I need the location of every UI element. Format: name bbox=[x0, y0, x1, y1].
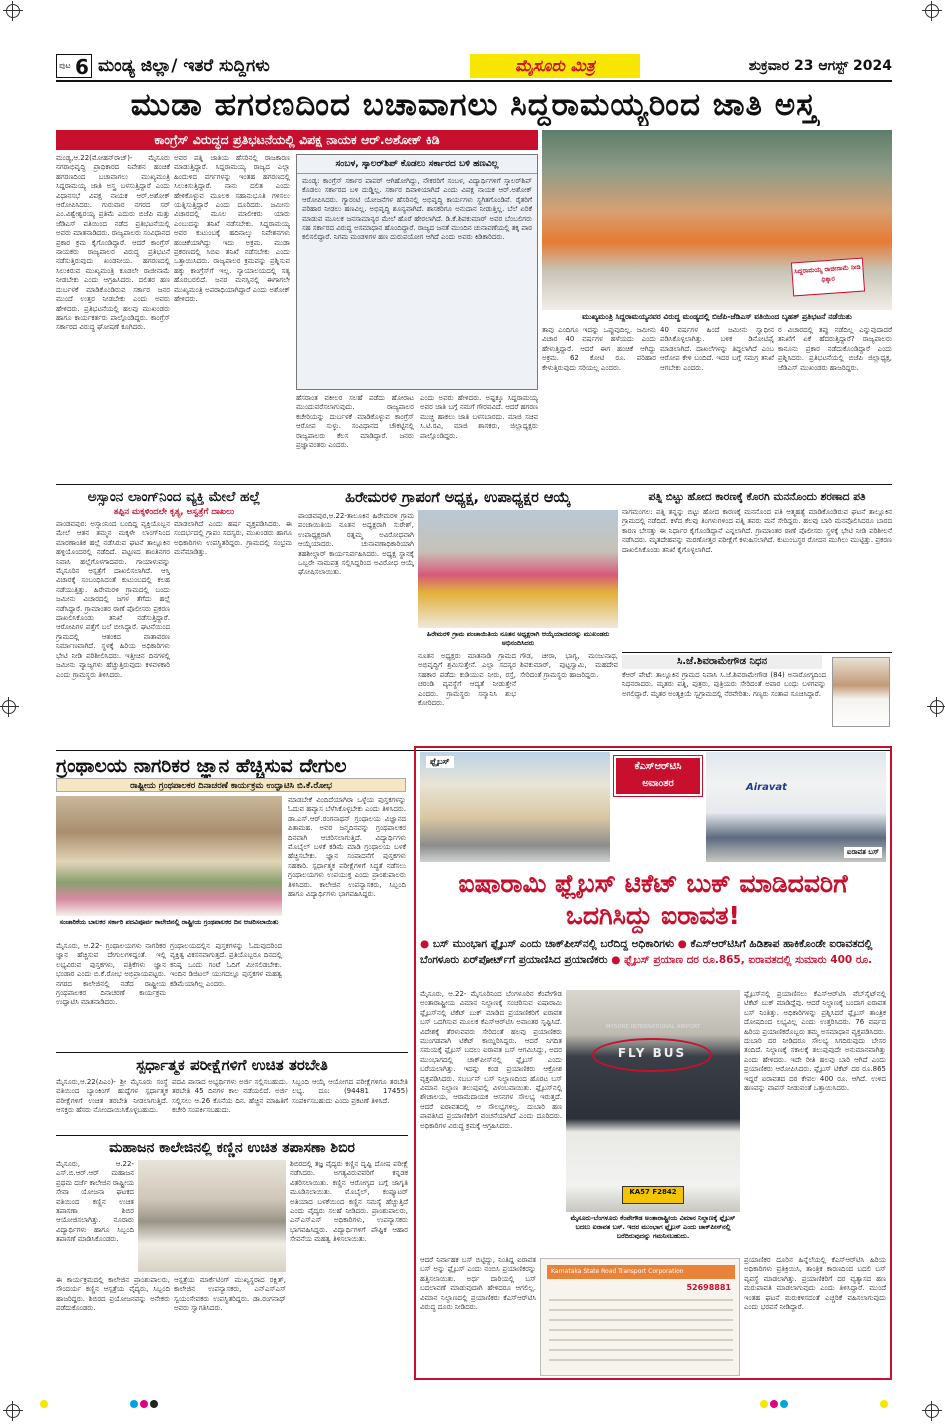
airavat-label: ಐರಾವತ ಬಸ್ bbox=[844, 847, 882, 858]
masthead: ಮೈಸೂರು ಮಿತ್ರ bbox=[470, 54, 640, 78]
exam-text-col1: ಮೈಸೂರು,ಆ.22(ಪಿಎಂ)- ಶ್ರೀ ಮೈಸೂರು ಸಂಸ್ಥೆ ವತಿಯಿಂದ ಬ್ಯಾಂಕಿಂಗ್ ಹುದ್ದೆಗಳ ಸ್ಪರ್ಧಾತ್ಮಕ ಪರೀಕ್ಷೆಗಳಿಗೆ ಉಚಿತ ತರಬೇತಿ ನೀಡಲಾಗುತ್ತಿದೆ. ಆಸಕ್ತರು ಹೆಸರು ನೋಂದಾಯಿಸಿಕೊಳ್ಳಬಹುದು. bbox=[56, 1078, 168, 1115]
assault-subhead: ತಪ್ಪಿನ ಮಕ್ಕಳಿಂದಲೇ ಕೃತ್ಯ, ಅಸ್ವತ್ರೆಗೆ ದಾಖಲು bbox=[113, 507, 235, 517]
color-dot bbox=[130, 1400, 138, 1408]
ticket-header: Karnataka State Road Transport Corporation bbox=[547, 1265, 735, 1279]
windshield-top-text: MYSORE INTERNATIONAL AIRPORT bbox=[605, 1024, 701, 1030]
ksrtc-bullet-1: ಬಸ್ ಮುಂಭಾಗ ಫ್ಲೈಬಸ್ ಎಂದು ಚಾಕ್‌ಪೀಸ್‌ನಲ್ಲಿ ಬರೆದಿದ್ದ ಅಧಿಕಾರಿಗಳು bbox=[432, 938, 674, 950]
assault-text-col2: ಮಾಡಲಾಗಿದೆ ಎಂದು ಹರ್ಷ ವ್ಯಕ್ತಪಡಿಸಿದರು. ಈ ಸಂದರ್ಭದಲ್ಲಿ ಗ್ರಾಪಂ ಸದಸ್ಯರು, ಮುಖಂಡರು ಹಾಗೂ ಅಧಿಕಾರಿಗಳು ಉಪಸ್ಥಿತರಿದ್ದರು. ಗ್ರಾಮದಲ್ಲಿ ಸಂಭ್ರಮ ಮನೆಮಾಡಿತ್ತು. bbox=[174, 520, 292, 557]
eye-camp-photo bbox=[138, 1160, 286, 1272]
protest-photo bbox=[542, 130, 892, 310]
library-text-col2: ಗ್ರಂಥಾಲಯದಲ್ಲಿನ ಪುಸ್ತಕಗಳನ್ನು ಓದುವುದರಿಂದ ವ್ಯಕ್ತಿತ್ವ ವಿಕಸನವಾಗುತ್ತದೆ. ಪ್ರತಿಯೊಬ್ಬರೂ ದಿನದಲ್ಲಿ ಕನಿಷ್ಠ ಒಂದು ಗಂಟೆ ಓದಿಗೆ ಮೀಸಲಿಡಬೇಕು. ಇಂದಿನ ಡಿಜಿಟಲ್ ಯುಗದಲ್ಲೂ ಪುಸ್ತಕಗಳ ಮಹತ್ವ ಕಡಿಮೆಯಾಗಿಲ್ಲ ಎಂದರು. bbox=[170, 942, 282, 988]
ksrtc-badge-line1: ಕೆಎಸ್‌ಆರ್‌ಟಿಸಿ bbox=[634, 761, 682, 772]
eye-camp-text-col1b: ಈ ಕಾರ್ಯಕ್ರಮದಲ್ಲಿ ಕಾಲೇಜಿನ ಪ್ರಾಂಶುಪಾಲರು, ಸೌಂದರ್ಯ ಕಣ್ಣಿನ ಆಸ್ಪತ್ರೆಯ ವೈದ್ಯರು, ಸಿಬ್ಬಂದಿ ಹಾಜರಿದ್ದರು. ಶಿಬಿರದ ಪ್ರಯೋಜನವನ್ನು ಅನೇಕರು ಪಡೆದುಕೊಂಡರು. bbox=[56, 1276, 170, 1313]
ksrtc-badge-line2: ಅವಾಂತರ bbox=[642, 778, 674, 789]
lead-column-7: ರ ವಿಚಾರದಲ್ಲಿ ತಪ್ಪು ನಡೆದಿಲ್ಲ ಎನ್ನುವುದಾದರೆ ತನಿಖೆಗೆ ಏಕೆ ಹೆದರುತ್ತಿದ್ದಾರೆ? ರಾಜ್ಯಪಾಲರು ಕಾನೂನು ಪ್ರಕಾರ ನಡೆದುಕೊಂಡಿದ್ದಾರೆ ಎಂದು ಪ್ರಶ್ನಿಸಿದರು. ಪ್ರತಿಭಟನೆಯಲ್ಲಿ ಬಿಜೆಪಿ ಜಿಲ್ಲಾಧ್ಯಕ್ಷ, ಜೆಡಿಎಸ್ ಮುಖಂಡರು ಹಾಜರಿದ್ದರು. bbox=[778, 326, 892, 372]
salary-box bbox=[296, 154, 538, 390]
color-dot bbox=[760, 1400, 768, 1408]
exam-text-col2: ಪದವಿ ಪಾಸಾದ ಅಭ್ಯರ್ಥಿಗಳು ಅರ್ಜಿ ಸಲ್ಲಿಸಬಹುದು. ತರಬೇತಿ 45 ದಿನಗಳ ಕಾಲ ನಡೆಯಲಿದೆ. ಅರ್ಜಿ ಸಲ್ಲಿಸಲು ಆ.26 ಕೊನೆಯ ದಿನ. ಹೆಚ್ಚಿನ ಮಾಹಿತಿಗೆ ಕಚೇರಿ ಸಂಪರ್ಕಿಸಬಹುದು. bbox=[172, 1078, 288, 1115]
obituary bbox=[622, 652, 892, 746]
obituary-headline: ಸಿ.ಜೆ.ಶಿವರಾಮೇಗೌಡ ನಿಧನ bbox=[622, 655, 822, 669]
page-number: 6 bbox=[75, 55, 89, 79]
color-dot bbox=[140, 1400, 148, 1408]
ksrtc-bullet-3: ಫ್ಲೈಬಸ್ ಪ್ರಯಾಣ ದರ ರೂ.865, ಐರಾವತದಲ್ಲಿ ಸುಮಾರು 400 ರೂ. bbox=[624, 954, 873, 966]
ksrtc-bullets: ● ಬಸ್ ಮುಂಭಾಗ ಫ್ಲೈಬಸ್ ಎಂದು ಚಾಕ್‌ಪೀಸ್‌ನಲ್ಲಿ ಬರೆದಿದ್ದ ಅಧಿಕಾರಿಗಳು ● ಕೆಎಸ್‌ಆರ್‌ಟಿಸಿಗೆ ಹಿಡಿಶಾಪ ಹಾಕಿಕೊಂಡೇ ಐರಾವತದಲ್ಲಿ ಬೆಂಗಳೂರು ಏರ್‌ಪೋರ್ಟ್‌ಗೆ ಪ್ರಯಾಣಿಸಿದ ಪ್ರಯಾಣಿಕರು ● ಫ್ಲೈಬಸ್ ಪ್ರಯಾಣ ದರ ರೂ.865, ಐರಾವತದಲ್ಲಿ ಸುಮಾರು 400 ರೂ. bbox=[420, 938, 873, 966]
lead-column-6: 40 ವರ್ಷಗಳ ಹಿಂದೆ ಜಮೀನು ಸ್ವಾಧೀನ ಪಡಿಸಿಕೊಳ್ಳಲಾಗಿತ್ತು. ಬಳಿಕ ಡಿನೋಟಿಫೈ ಮಾಡಲಾಗಿದೆ. ದಾಖಲೆಗಳನ್ನು ತಿದ್ದಲಾಗಿದೆ ಎಂಬ ಆರೋಪ ಕೇಳಿ ಬಂದಿದೆ. ಇದರ ಬಗ್ಗೆ ಸಮಗ್ರ ತನಿಖೆ ಆಗಬೇಕು ಎಂದರು. bbox=[660, 326, 774, 372]
panchayat-photo-caption: ಹಿರೇಮರಳಿ ಗ್ರಾಮ ಪಂಚಾಯಿತಿಯ ನೂತನ ಅಧ್ಯಕ್ಷರಾಗಿ ಆಯ್ಕೆಯಾದವರನ್ನು ಮುಖಂಡರು ಅಭಿನಂದಿಸಿದರು bbox=[426, 630, 610, 647]
salary-box-title: ಸಂಬಳ, ಸ್ಕಾಲರ್‌ಶಿಪ್ ಕೊಡಲು ಸರ್ಕಾರದ ಬಳಿ ಹಣವಿಲ್ಲ bbox=[297, 155, 537, 174]
protest-photo-caption: ಮುಖ್ಯಮಂತ್ರಿ ಸಿದ್ದರಾಮಯ್ಯನವರ ವಿರುದ್ಧ ಮಂಡ್ಯದಲ್ಲಿ ಬಿಜೆಪಿ-ಜೆಡಿಎಸ್ ವತಿಯಿಂದ ಬೃಹತ್ ಪ್ರತಿಭಟನೆ ನಡೆಯಿತು bbox=[582, 312, 852, 321]
ksrtc-text-bottom-right: ಪ್ರಯಾಣಿಕರ ದೂರಿನ ಹಿನ್ನೆಲೆಯಲ್ಲಿ ಕೆಎಸ್‌ಆರ್‌ಟಿಸಿ ಹಿರಿಯ ಅಧಿಕಾರಿಗಳು ಪ್ರತಿಕ್ರಿಯಿಸಿ, ತಾಂತ್ರಿಕ ಕಾರಣದಿಂದ ಬದಲಿ ಬಸ್ ವ್ಯವಸ್ಥೆ ಮಾಡಲಾಗಿತ್ತು. ಪ್ರಯಾಣಿಕರಿಗೆ ದರ ವ್ಯತ್ಯಾಸದ ಹಣ ಮರುಪಾವತಿ ಮಾಡಲಾಗುವುದು ಎಂದು ತಿಳಿಸಿದ್ದಾರೆ. ಮುಂದೆ ಇಂತಹ ಘಟನೆ ಮರುಕಳಿಸದಂತೆ ಎಚ್ಚರಿಕೆ ವಹಿಸಲಾಗುವುದು ಎಂದು ಭರವಸೆ ನೀಡಿದ್ದಾರೆ. bbox=[744, 1256, 886, 1312]
registration-mark-icon bbox=[6, 4, 20, 18]
color-dot bbox=[780, 1400, 788, 1408]
obituary-text: ಕೆಆರ್ ಪೇಟೆ: ತಾಲ್ಲೂಕಿನ ಗ್ರಾಮದ ನಿವಾಸಿ ಸಿ.ಜೆ.ಶಿವರಾಮೇಗೌಡ (84) ಅನಾರೋಗ್ಯದಿಂದ ನಿಧನರಾದರು. ಮೃತರು ಪತ್ನಿ, ಪುತ್ರರು, ಪುತ್ರಿಯರು ಸೇರಿದಂತೆ ಅಪಾರ ಬಂಧು ಬಳಗವನ್ನು ಅಗಲಿದ್ದಾರೆ. ಮೃತರ ಅಂತ್ಯಕ್ರಿಯೆ ಸ್ವಗ್ರಾಮದಲ್ಲಿ ನೆರವೇರಿತು. ಗಣ್ಯರು ಸಂತಾಪ ಸೂಚಿಸಿದ್ದಾರೆ. bbox=[622, 671, 826, 698]
lead-column-1: ಮಂಡ್ಯ,ಆ.22(ಮೋಹನ್‌ರಾಜ್)- ಮೈಸೂರು ನಗರಾಭಿವೃದ್ಧಿ ಪ್ರಾಧಿಕಾರದ ನಿವೇಶನ ಹಂಚಿಕೆ ಹಗರಣದಿಂದ ಬಚಾವಾಗಲು ಮುಖ್ಯಮಂತ್ರಿ ಸಿದ್ದರಾಮಯ್ಯ ಜಾತಿ ಅಸ್ತ್ರ ಬಳಸುತ್ತಿದ್ದಾರೆ ಎಂದು ವಿಧಾನಸಭೆ ವಿಪಕ್ಷ ನಾಯಕ ಆರ್.ಅಶೋಕ್ ಆರೋಪಿಸಿದರು. ಗುರುವಾರ ನಗರದ ಸರ್ ಎಂ.ವಿಶ್ವೇಶ್ವರಯ್ಯ ಪ್ರತಿಮೆ ಎದುರು ಬಿಜೆಪಿ ಮತ್ತು ಜೆಡಿಎಸ್ ವತಿಯಿಂದ ನಡೆದ ಪ್ರತಿಭಟನೆಯಲ್ಲಿ ಅವರು ಮಾತನಾಡಿದರು. ರಾಜ್ಯಪಾಲರು ಸಂವಿಧಾನದ ಪ್ರಕಾರ ಕ್ರಮ ಕೈಗೊಂಡಿದ್ದಾರೆ. ಆದರೆ ಕಾಂಗ್ರೆಸ್ ನಾಯಕರು ರಾಜ್ಯಪಾಲರ ವಿರುದ್ಧ ಪ್ರತಿಭಟನೆ ನಡೆಸುತ್ತಿರುವುದು ಖಂಡನೀಯ. ಹಗರಣದಲ್ಲಿ ಸಿಲುಕಿರುವ ಮುಖ್ಯಮಂತ್ರಿ ಕೂಡಲೇ ರಾಜೀನಾಮೆ ನೀಡಬೇಕು ಎಂದು ಆಗ್ರಹಿಸಿದರು. ದಲಿತರ ಹಣ ದುರ್ಬಳಕೆ ಮಾಡಿಕೊಂಡಿರುವ ಸರ್ಕಾರ ಜನರ ಮುಂದೆ ಉತ್ತರ ನೀಡಬೇಕು ಎಂದು ಅವರು ಹೇಳಿದರು. ಪ್ರತಿಭಟನೆಯಲ್ಲಿ ಹಲವು ಮುಖಂಡರು ಹಾಗೂ ಕಾರ್ಯಕರ್ತರು ಪಾಲ್ಗೊಂಡಿದ್ದರು. ಕಾಂಗ್ರೆಸ್ ಸರ್ಕಾರದ ವಿರುದ್ಧ ಘೋಷಣೆ ಕೂಗಿದರು. bbox=[56, 154, 170, 332]
ksrtc-text-bottom-left: ಆದರೆ ನಿರ್ವಾಹಕ ಬಸ್ ಬಿಟ್ಟಿದ್ದು, ನಿಂತಿದ್ದ ಐರಾವತ ಬಸ್ ಅನ್ನು ಫ್ಲೈಬಸ್ ಎಂದು ನಂಬಿಸಿ ಪ್ರಯಾಣಿಕರನ್ನು ಹತ್ತಿಸಲಾಯಿತು. ಅರ್ಧ ದಾರಿಯಲ್ಲಿ ಬಸ್ ಬದಲಾವಣೆ ಮಾಡುವುದಾಗಿ ಹೇಳಿದರೂ ಆಗಲಿಲ್ಲ. ವಿಮಾನ ನಿಲ್ದಾಣದಲ್ಲಿ ಪ್ರಯಾಣಿಕರು ಕೆಎಸ್‌ಆರ್‌ಟಿಸಿ ವಿರುದ್ಧ ದೂರು ನೀಡಿದರು. bbox=[420, 1256, 536, 1312]
lead-column-4: ಎಂದು ಅವರು ಹೇಳಿದರು. ಅಷ್ಟಕ್ಕೂ ಸಿದ್ದರಾಮಯ್ಯ ಅವರ ಜಾತಿ ಬಗ್ಗೆ ನಮಗೆ ಗೌರವವಿದೆ. ಆದರೆ ಹಗರಣ ಮುಚ್ಚಿ ಹಾಕಲು ಜಾತಿ ಬಳಸಬಾರದು. ಮಾಜಿ ಸಚಿವ ಸಿ.ಟಿ.ರವಿ, ಮಾಜಿ ಶಾಸಕರು, ಜಿಲ್ಲಾಧ್ಯಕ್ಷರು ಪಾಲ್ಗೊಂಡಿದ್ದರು. bbox=[420, 394, 538, 440]
ksrtc-bullet-2: ಕೆಎಸ್‌ಆರ್‌ಟಿಸಿಗೆ ಹಿಡಿಶಾಪ ಹಾಕಿಕೊಂಡೇ ಐರಾವತದಲ್ಲಿ ಬೆಂಗಳೂರು ಏರ್‌ಪೋರ್ಟ್‌ಗೆ ಪ್ರಯಾಣಿಸಿದ ಪ್ರಯಾಣಿಕರು bbox=[420, 938, 873, 966]
eye-camp-text-col3: ಶಿಬಿರದಲ್ಲಿ ತಜ್ಞ ವೈದ್ಯರು ಕಣ್ಣಿನ ದೃಷ್ಟಿ ದೋಷ ಪರೀಕ್ಷೆ ನಡೆಸಿದರು. ಅಗತ್ಯವಿರುವವರಿಗೆ ಕನ್ನಡಕ ವಿತರಿಸಲಾಯಿತು. ಕಣ್ಣಿನ ಆರೋಗ್ಯದ ಬಗ್ಗೆ ಜಾಗೃತಿ ಮೂಡಿಸಲಾಯಿತು. ಮೊಬೈಲ್, ಕಂಪ್ಯೂಟರ್ ಅತಿಯಾದ ಬಳಕೆಯಿಂದ ಕಣ್ಣಿನ ಸಮಸ್ಯೆ ಹೆಚ್ಚುತ್ತಿದೆ ಎಂದು ವೈದ್ಯರು ಸಲಹೆ ನೀಡಿದರು. ಪ್ರಾಂಶುಪಾಲರು, ಎನ್‌ಎಸ್‌ಎಸ್ ಅಧಿಕಾರಿಗಳು, ಉಪನ್ಯಾಸಕರು ಭಾಗವಹಿಸಿದ್ದರು. ವಿದ್ಯಾರ್ಥಿಗಳಿಗೆ ಪೌಷ್ಟಿಕ ಆಹಾರ ಸೇವನೆಯ ಮಹತ್ವ ತಿಳಿಸಲಾಯಿತು. bbox=[290, 1160, 408, 1244]
registration-mark-icon bbox=[925, 4, 939, 18]
lead-headline: ಮುಡಾ ಹಗರಣದಿಂದ ಬಚಾವಾಗಲು ಸಿದ್ದರಾಮಯ್ಯರಿಂದ ಜಾತಿ ಅಸ್ತ್ರ bbox=[130, 87, 818, 123]
airavat-photo bbox=[706, 752, 886, 862]
exam-training-headline: ಸ್ಪರ್ಧಾತ್ಮಕ ಪರೀಕ್ಷೆಗಳಿಗೆ ಉಚಿತ ತರಬೇತಿ bbox=[136, 1056, 328, 1074]
lead-column-2: ಅವರ ಪತ್ನಿ ಜಾತಿಯ ಹೆಸರಿನಲ್ಲಿ ರಾಜಕಾರಣ ಮಾಡುತ್ತಿದ್ದಾರೆ. ಸಿದ್ದರಾಮಯ್ಯ ರಾಜ್ಯದ ಎಲ್ಲಾ ಹಿಂದುಳಿದ ವರ್ಗಗಳನ್ನು ಇಂತಹ ಹಗರಣದಲ್ಲಿ ಸಿಲುಕಿಸುತ್ತಿದ್ದಾರೆ. ನಾನು ದಲಿತ ಎಂದು ಹೇಳಿಕೊಳ್ಳುವ ಮೂಲಕ ಸಹಾನುಭೂತಿ ಗಳಿಸಲು ಯತ್ನಿಸುತ್ತಿದ್ದಾರೆ ಎಂದು ದೂರಿದರು. ಜಮೀನು ವಿಚಾರದಲ್ಲಿ ಮೂಲ ಮಾಲೀಕರು ಯಾರು ಎಂಬುದನ್ನು ತನಿಖೆ ನಡೆಸಬೇಕು. ಸಿದ್ದರಾಮಯ್ಯ ಅವರ ಕುಟುಂಬಕ್ಕೆ ಹದಿನಾಲ್ಕು ನಿವೇಶನಗಳು ಹಂಚಿಕೆಯಾಗಿದ್ದು ಇದು ಅಕ್ರಮ. ಮುಡಾ ಪ್ರಕರಣದಲ್ಲಿ ಸಿಬಿಐ ತನಿಖೆ ನಡೆಸಬೇಕು ಎಂದು ಒತ್ತಾಯಿಸಿದರು. ರಾಜ್ಯಪಾಲರ ಕ್ರಮವನ್ನು ಪ್ರಶ್ನಿಸುವ ಹಕ್ಕು ಕಾಂಗ್ರೆಸ್‌ಗೆ ಇಲ್ಲ. ನ್ಯಾಯಾಲಯದಲ್ಲಿ ಸತ್ಯ ಹೊರಬರಲಿದೆ. ಜನರ ಮನಸ್ಸಿನಲ್ಲಿ ಈಗಾಗಲೇ ಮುಖ್ಯಮಂತ್ರಿ ಅಪರಾಧಿಯಾಗಿದ್ದಾರೆ ಎಂದು ಅಶೋಕ್ ಹೇಳಿದರು. bbox=[174, 154, 290, 304]
color-dot bbox=[770, 1400, 778, 1408]
ticket-image bbox=[540, 1258, 740, 1376]
library-text-col1: ಮೈಸೂರು, ಆ.22- ಗ್ರಂಥಾಲಯಗಳು ನಾಗರಿಕರ ಜ್ಞಾನ ಹೆಚ್ಚಿಸುವ ದೇಗುಲಗಳಿದ್ದಂತೆ. ಇಲ್ಲಿ ಲಭ್ಯವಿರುವ ಪುಸ್ತಕಗಳು, ಪತ್ರಿಕೆಗಳು ಜ್ಞಾನ ಭಂಡಾರ ಎಂದು ಬಿ.ಕೆ.ರೋಭ ಅಭಿಪ್ರಾಯಪಟ್ಟರು. ನಗರದ ಕಾಲೇಜಿನಲ್ಲಿ ನಡೆದ ರಾಷ್ಟ್ರೀಯ ಗ್ರಂಥಪಾಲಕರ ದಿನಾಚರಣೆ ಕಾರ್ಯಕ್ರಮ ಉದ್ಘಾಟಿಸಿ ಮಾತನಾಡಿದರು. bbox=[56, 942, 166, 1007]
library-photo bbox=[56, 796, 282, 916]
panchayat-photo bbox=[418, 510, 618, 628]
library-text-right: ಮಾಡಬೇಕೆ ವಿಂದಿದೆಯಾಗಿರಾ ಒಳ್ಳೆಯ ಪುಸ್ತಕಗಳನ್ನು ಓದುವ ಹವ್ಯಾಸ ಬೆಳೆಸಿಕೊಳ್ಳಬೇಕು ಎಂದು ತಿಳಿಸಿದರು. ಡಾ.ಎಸ್.ಆರ್.ರಂಗನಾಥನ್ ಗ್ರಂಥಾಲಯ ವಿಜ್ಞಾನದ ಪಿತಾಮಹ. ಅವರ ಜನ್ಮದಿನವನ್ನು ಗ್ರಂಥಪಾಲಕರ ದಿನವಾಗಿ ಆಚರಿಸಲಾಗುತ್ತಿದೆ. ವಿದ್ಯಾರ್ಥಿಗಳು ಮೊಬೈಲ್ ಬಳಕೆ ಕಡಿಮೆ ಮಾಡಿ ಗ್ರಂಥಾಲಯ ಬಳಕೆ ಹೆಚ್ಚಿಸಬೇಕು. ಜ್ಞಾನ ಸಂಪಾದನೆಗೆ ಪುಸ್ತಕಗಳು ಸಹಕಾರಿ. ಸ್ಪರ್ಧಾತ್ಮಕ ಪರೀಕ್ಷೆಗಳಿಗೆ ಸಿದ್ಧತೆ ನಡೆಸಲು ಗ್ರಂಥಾಲಯಗಳು ಉಪಯುಕ್ತ ಎಂದು ಪ್ರಾಂಶುಪಾಲರು ತಿಳಿಸಿದರು. ಕಾಲೇಜಿನ ಉಪನ್ಯಾಸಕರು, ಸಿಬ್ಬಂದಿ ಹಾಗೂ ವಿದ್ಯಾರ್ಥಿಗಳು ಭಾಗವಹಿಸಿದ್ದರು. bbox=[288, 796, 406, 899]
page-word: ಪುಟ bbox=[59, 61, 71, 70]
panchayat-text-col1: ಪಾಂಡವಪುರ,ಆ.22-ತಾಲೂಕಿನ ಹಿರೇಮರಳಿ ಗ್ರಾಮ ಪಂಚಾಯಿತಿಯ ನೂತನ ಅಧ್ಯಕ್ಷರಾಗಿ ಸುರೇಶ್, ಉಪಾಧ್ಯಕ್ಷರಾಗಿ ರತ್ನಮ್ಮ ಅವಿರೋಧವಾಗಿ ಆಯ್ಕೆಯಾದರು. ಚುನಾವಣಾಧಿಕಾರಿಯಾಗಿ ತಹಶೀಲ್ದಾರ್ ಕಾರ್ಯನಿರ್ವಹಿಸಿದರು. ಅಧ್ಯಕ್ಷ ಸ್ಥಾನಕ್ಕೆ ಒಬ್ಬರೇ ನಾಮಪತ್ರ ಸಲ್ಲಿಸಿದ್ದರಿಂದ ಅವಿರೋಧ ಆಯ್ಕೆ ಘೋಷಿಸಲಾಯಿತು. bbox=[298, 512, 414, 577]
page-number-box bbox=[56, 54, 92, 78]
salary-box-text: ಮಂಡ್ಯ: ಕಾಂಗ್ರೆಸ್ ಸರ್ಕಾರ ಪಾಪರ್ ಆಗಿಹೋಗಿದ್ದು, ನೌಕರರಿಗೆ ಸಂಬಳ, ವಿದ್ಯಾರ್ಥಿಗಳಿಗೆ ಸ್ಕಾಲರ್‌ಶಿಪ್ ಕೊಡಲು ಸರ್ಕಾರದ ಬಳಿ ದುಡ್ಡಿಲ್ಲ. ಸರ್ಕಾರ ದಿವಾಳಿಯಾಗಿದೆ ಎಂದು ವಿಪಕ್ಷ ನಾಯಕ ಆರ್.ಅಶೋಕ್ ಆರೋಪಿಸಿದರು. ಗ್ಯಾರಂಟಿ ಯೋಜನೆಗಳ ಹೆಸರಿನಲ್ಲಿ ಅಭಿವೃದ್ಧಿ ಕಾರ್ಯಗಳು ಸ್ಥಗಿತಗೊಂಡಿವೆ. ರೈತರಿಗೆ ಪರಿಹಾರ ನೀಡಲು ಹಣವಿಲ್ಲ. ಅಭಿವೃದ್ಧಿ ಶೂನ್ಯವಾಗಿದೆ. ಶಾಸಕರಿಗೂ ಅನುದಾನ ನೀಡುತ್ತಿಲ್ಲ. ಬೆಲೆ ಏರಿಕೆ ಮಾಡುವ ಮೂಲಕ ಜನಸಾಮಾನ್ಯರ ಮೇಲೆ ಹೊರೆ ಹೇರಲಾಗಿದೆ. ಡಿ.ಕೆ.ಶಿವಕುಮಾರ್ ಅವರ ಬೆಂಬಲಿಗರು ಸಹ ಸರ್ಕಾರದ ವಿರುದ್ಧ ಅಸಮಾಧಾನ ಹೊಂದಿದ್ದಾರೆ. ರಾಜ್ಯದ ಜನತೆ ಮುಂದಿನ ಚುನಾವಣೆಯಲ್ಲಿ ತಕ್ಕ ಪಾಠ ಕಲಿಸಲಿದ್ದಾರೆ. ನಿಗಮ ಮಂಡಳಿಗಳ ಹಣ ದುರುಪಯೋಗ ಆಗಿದೆ ಎಂದು ಅವರು ಕಿಡಿಕಾರಿದರು. bbox=[302, 177, 533, 242]
suicide-headline: ಪತ್ನಿ ಬಿಟ್ಟು ಹೋದ ಕಾರಣಕ್ಕೆ ಕೊರಗಿ ಮನನೊಂದು ಶರಣಾದ ಪತಿ bbox=[648, 491, 866, 503]
color-dot bbox=[150, 1400, 158, 1408]
ksrtc-headline: ಐಷಾರಾಮಿ ಫ್ಲೈಬಸ್ ಟಿಕೆಟ್ ಬುಕ್ ಮಾಡಿದವರಿಗೆ ಒದಗಿಸಿದ್ದು ಐರಾವತ! bbox=[458, 869, 848, 930]
eye-camp-headline: ಮಹಾಜನ ಕಾಲೇಜಿನಲ್ಲಿ ಕಣ್ಣಿನ ಉಚಿತ ತಪಾಸಣಾ ಶಿಬಿರ bbox=[109, 1140, 355, 1156]
color-dot bbox=[40, 1400, 48, 1408]
color-dot bbox=[880, 1400, 888, 1408]
registration-mark-icon bbox=[925, 1404, 939, 1418]
suicide-text: ನಾಗಮಂಗಲ: ಪತ್ನಿ ತನ್ನನ್ನು ಬಿಟ್ಟು ಹೋದ ಕಾರಣಕ್ಕೆ ಮನನೊಂದ ಪತಿ ಆತ್ಮಹತ್ಯೆ ಮಾಡಿಕೊಂಡಿರುವ ಘಟನೆ ತಾಲ್ಲೂಕಿನ ಗ್ರಾಮದಲ್ಲಿ ನಡೆದಿದೆ. ಕಳೆದ ಕೆಲವು ತಿಂಗಳುಗಳಿಂದ ಪತ್ನಿ ತವರು ಮನೆ ಸೇರಿದ್ದರು. ಹಲವು ಬಾರಿ ಮನವೊಲಿಸಿದರೂ ಬಾರದ ಕಾರಣ ಬೇಸತ್ತು ಈ ನಿರ್ಧಾರ ಕೈಗೊಂಡಿದ್ದಾನೆ ಎನ್ನಲಾಗಿದೆ. ಗ್ರಾಮಾಂತರ ಠಾಣೆ ಪೊಲೀಸರು ಸ್ಥಳಕ್ಕೆ ಭೇಟಿ ನೀಡಿ ಪರಿಶೀಲನೆ ನಡೆಸಿದರು. ಮೃತದೇಹವನ್ನು ಮರಣೋತ್ತರ ಪರೀಕ್ಷೆಗೆ ಕಳುಹಿಸಲಾಗಿದೆ. ಕುಟುಂಬಸ್ಥರ ರೋದನ ಮುಗಿಲು ಮುಟ್ಟಿತ್ತು. ಪ್ರಕರಣ ದಾಖಲಿಸಿಕೊಂಡು ತನಿಖೆ ಕೈಗೊಳ್ಳಲಾಗಿದೆ. bbox=[622, 508, 892, 554]
protest-placard: ಸಿದ್ದರಾಮಯ್ಯ ರಾಜೀನಾಮೆ ನೀಡಿ ಧಿಕ್ಕಾರ bbox=[791, 258, 865, 297]
eye-camp-text-col2: ಆಸ್ಪತ್ರೆಯ ಮಾರ್ಕೆಟಿಂಗ್ ಮುಖ್ಯಸ್ಥರಾದ ರಕ್ಷಿತ್, ಕಾಲೇಜಿನ ಉಪನ್ಯಾಸಕರು, ಎನ್‌ಎಸ್‌ಎಸ್ ಸ್ವಯಂಸೇವಕರು ಉಪಸ್ಥಿತರಿದ್ದರು. ಡಾ.ರಂಗನಾಥ್ ಅವರು ಸ್ವಾಗತಿಸಿದರು. bbox=[174, 1276, 286, 1313]
issue-date: ಶುಕ್ರವಾರ 23 ಆಗಸ್ಟ್ 2024 bbox=[748, 58, 892, 74]
airavat-bus-logo: Airavat bbox=[746, 782, 787, 793]
flybus-label: ಫ್ಲೈಬಸ್ bbox=[426, 756, 454, 768]
assault-headline: ಅಸ್ಸಾಂನ ಲಾಂಗ್‌ನಿಂದ ವ್ಯಕ್ತಿ ಮೇಲೆ ಹಲ್ಲೆ bbox=[87, 489, 261, 505]
section-title: ಮಂಡ್ಯ ಜಿಲ್ಲಾ/ ಇತರೆ ಸುದ್ದಿಗಳು bbox=[98, 56, 270, 76]
lead-column-5: ತಾವು ಎಂದಿಗೂ ಇದನ್ನು ಒಪ್ಪುವುದಿಲ್ಲ. ಜಮೀನು ವಿಚಾರ 40 ವರ್ಷಗಳ ಹಳೆಯದು ಎಂದು ಹೇಳುತ್ತಿದ್ದಾರೆ. ಆದರೆ ಈಗ ಹಂಚಿಕೆ ಆಗಿದ್ದು ಅಕ್ರಮ. 62 ಕೋಟಿ ರೂ. ಪರಿಹಾರ ಕೇಳುತ್ತಿರುವುದು ಸರಿಯಲ್ಲ ಎಂದರು. bbox=[542, 326, 656, 372]
obituary-portrait bbox=[832, 657, 890, 727]
panchayat-headline: ಹಿರೇಮರಳಿ ಗ್ರಾಪಂಗೆ ಅಧ್ಯಕ್ಷ, ಉಪಾಧ್ಯಕ್ಷರ ಆಯ್ಕೆ bbox=[345, 490, 571, 506]
ksrtc-text-left: ಮೈಸೂರು, ಆ.22- ಮೈಸೂರಿನಿಂದ ಬೆಂಗಳೂರಿನ ಕೆಂಪೇಗೌಡ ಅಂತಾರಾಷ್ಟ್ರೀಯ ವಿಮಾನ ನಿಲ್ದಾಣಕ್ಕೆ ಸಂಚರಿಸುವ ಐಷಾರಾಮಿ ಫ್ಲೈಬಸ್‌ನಲ್ಲಿ ಟಿಕೆಟ್ ಬುಕ್ ಮಾಡಿದ ಪ್ರಯಾಣಿಕರಿಗೆ ಐರಾವತ ಬಸ್ ಒದಗಿಸುವ ಮೂಲಕ ಕೆಎಸ್‌ಆರ್‌ಟಿಸಿ ಅವಾಂತರ ಸೃಷ್ಟಿಸಿದೆ. ವಿದೇಶಕ್ಕೆ ತೆರಳುವವರು ಸೇರಿದಂತೆ ಹಲವು ಪ್ರಯಾಣಿಕರು ಮುಂಗಡವಾಗಿ ಟಿಕೆಟ್ ಕಾಯ್ದಿರಿಸಿದ್ದರು. ಆದರೆ ನಿಗದಿತ ಸಮಯಕ್ಕೆ ಫ್ಲೈಬಸ್ ಬದಲು ಐರಾವತ ಬಸ್ ಆಗಮಿಸಿದ್ದು, ಅದರ ಮುಂಭಾಗದಲ್ಲಿ ಚಾಕ್‌ಪೀಸ್‌ನಲ್ಲಿ ಫ್ಲೈಬಸ್ ಎಂದು ಬರೆಯಲಾಗಿತ್ತು. ಇದನ್ನು ಕಂಡ ಪ್ರಯಾಣಿಕರು ಆಕ್ರೋಶ ವ್ಯಕ್ತಪಡಿಸಿದರು. ಸಬರ್ಬನ್ ಬಸ್ ನಿಲ್ದಾಣದಿಂದ ಹೊರಟ ಬಸ್ ವಿಮಾನ ನಿಲ್ದಾಣ ತಲುಪುವಲ್ಲಿ ವಿಳಂಬವಾಯಿತು. ಫ್ಲೈಬಸ್‌ನಲ್ಲಿ ಶೌಚಾಲಯ, ಆರಾಮದಾಯಕ ಆಸನಗಳ ಸೌಲಭ್ಯ ಇರುತ್ತದೆ. ಆದರೆ ಐರಾವತದಲ್ಲಿ ಆ ಸೌಲಭ್ಯಗಳಿಲ್ಲ. ದುಬಾರಿ ಹಣ ಪಾವತಿಸಿದ ಪ್ರಯಾಣಿಕರಿಗೆ ವಂಚನೆಯಾಗಿದೆ ಎಂದು ದೂರಿದರು. ಅಧಿಕಾರಿಗಳ ವಿರುದ್ಧ ಕ್ರಮಕ್ಕೆ ಆಗ್ರಹಿಸಿದರು. bbox=[420, 990, 562, 1130]
registration-mark-icon bbox=[930, 700, 944, 714]
library-photo-caption: ಸಂಚಾರಿಕೆಯ ಬಾಲಕರ ಸರ್ಕಾರಿ ಪದವಿಪೂರ್ವ ಕಾಲೇಜಿನಲ್ಲಿ ರಾಷ್ಟ್ರೀಯ ಗ್ರಂಥಪಾಲಕರ ದಿನ ಆಚರಿಸಲಾಯಿತು bbox=[59, 918, 279, 926]
lead-subhead: ಕಾಂಗ್ರೆಸ್ ವಿರುದ್ಧದ ಪ್ರತಿಭಟನೆಯಲ್ಲಿ ವಿಪಕ್ಷ ನಾಯಕ ಆರ್.ಅಶೋಕ್ ಕಿಡಿ bbox=[56, 130, 538, 150]
lead-column-3: ಹೆಸರಾಂತ ವಕೀಲರ ಸಲಹೆ ಪಡೆದು ಹೋರಾಟ ಮುಂದುವರೆಸಲಾಗುವುದು. ರಾಜ್ಯಪಾಲರ ಕಚೇರಿಯನ್ನು ದುರ್ಬಳಕೆ ಮಾಡಿಕೊಳ್ಳುವ ಕಾಂಗ್ರೆಸ್ ಆರೋಪ ಸುಳ್ಳು. ಸಂವಿಧಾನದ ಚೌಕಟ್ಟಿನಲ್ಲಿ ರಾಜ್ಯಪಾಲರು ಕೆಲಸ ಮಾಡಿದ್ದಾರೆ. ಜನರು ಪ್ರಜ್ಞಾವಂತರು ಎಂದರು. bbox=[296, 394, 414, 450]
eye-camp-text-col1: ಮೈಸೂರು, ಆ.22- ಎಸ್.ಬಿ.ಆರ್.ಆರ್ ಮಹಾಜನ ಪ್ರಥಮ ದರ್ಜೆ ಕಾಲೇಜಿನ ರಾಷ್ಟ್ರೀಯ ಸೇವಾ ಯೋಜನಾ ಘಟಕದ ವತಿಯಿಂದ ಕಣ್ಣಿನ ಉಚಿತ ತಪಾಸಣಾ ಶಿಬಿರ ಆಯೋಜಿಸಲಾಗಿತ್ತು. ನೂರಾರು ವಿದ್ಯಾರ್ಥಿಗಳು ಹಾಗೂ ಸಿಬ್ಬಂದಿ ತಪಾಸಣೆ ಮಾಡಿಸಿಕೊಂಡರು. bbox=[56, 1160, 134, 1244]
panchayat-text-col2: ನೂತನ ಅಧ್ಯಕ್ಷರು ಮಾತನಾಡಿ ಗ್ರಾಮದ ಅಭಿವೃದ್ಧಿಗೆ ಶ್ರಮಿಸುತ್ತೇನೆ. ಎಲ್ಲಾ ಸದಸ್ಯರ ಸಹಕಾರ ಪಡೆದು ಕುಡಿಯುವ ನೀರು, ರಸ್ತೆ, ಚರಂಡಿ ವ್ಯವಸ್ಥೆಗೆ ಆದ್ಯತೆ ನೀಡುತ್ತೇನೆ ಎಂದರು. ಗ್ರಾಮಸ್ಥರು ಸನ್ಮಾನಿಸಿ ಶುಭ ಕೋರಿದರು. bbox=[418, 652, 516, 708]
library-subhead: ರಾಷ್ಟ್ರೀಯ ಗ್ರಂಥಪಾಲಕರ ದಿನಾಚರಣೆ ಕಾರ್ಯಕ್ರಮ ಉದ್ಘಾಟಿಸಿ ಬಿ.ಕೆ.ರೋಭ bbox=[56, 778, 406, 792]
windshield-photo-caption: ಮೈಸೂರು-ಬೆಂಗಳೂರು ಕೆಂಪೇಗೌಡ ಅಂತಾರಾಷ್ಟ್ರೀಯ ವಿಮಾನ ನಿಲ್ದಾಣಕ್ಕೆ ಫ್ಲೈಬಸ್ ಬದಲು ಐರಾವತ ಬಸ್. ಇದರ ಮುಂಭಾಗ ಫ್ಲೈಬಸ್ ಎಂದು ಚಾಕ್‌ಪೀಸ್‌ನಲ್ಲಿ ಬರೆದಿರುವುದನ್ನು ಗಮನಿಸಬಹುದು. bbox=[570, 1214, 736, 1240]
library-headline: ಗ್ರಂಥಾಲಯ ನಾಗರಿಕರ ಜ್ಞಾನ ಹೆಚ್ಚಿಸುವ ದೇಗುಲ bbox=[56, 755, 347, 777]
registration-mark-icon bbox=[6, 1404, 20, 1418]
ksrtc-badge bbox=[614, 756, 702, 796]
assault-text-col1: ಪಾಂಡವಪುರ: ಅಸ್ಸಾಂನಿಂದ ಬಂದಿದ್ದ ವ್ಯಕ್ತಿಯೊಬ್ಬನ ಮೇಲೆ ಆತನ ತಮ್ಮನ ಮಕ್ಕಳೇ ಲಾಂಗ್‌ನಿಂದ ಮಾರಣಾಂತಿಕ ಹಲ್ಲೆ ನಡೆಸಿರುವ ಘಟನೆ ತಾಲ್ಲೂಕಿನ ಹಳ್ಳಿಯೊಂದರಲ್ಲಿ ನಡೆದಿದೆ. ಪಟ್ಟಣದ ಶಾಂತಿನಗರ ನಿವಾಸಿ ಹಲ್ಲೆಗೊಳಗಾದವರು. ಗಾಯಾಳುವನ್ನು ಮೈಸೂರಿನ ಆಸ್ಪತ್ರೆಗೆ ದಾಖಲಿಸಲಾಗಿದೆ. ಆಸ್ತಿ ವಿಚಾರಕ್ಕೆ ಸಂಬಂಧಿಸಿದಂತೆ ಕುಟುಂಬದಲ್ಲಿ ಕಲಹ ನಡೆಯುತ್ತಿತ್ತು. ಹಿರೇಮರಳಿ ಗ್ರಾಮದಲ್ಲಿ ಬಂದು ಜಮೀನು ವಿಚಾರದಲ್ಲಿ ಜಗಳ ತೆಗೆದು ಹಲ್ಲೆ ನಡೆಸಿದ್ದಾರೆ. ಗ್ರಾಮಾಂತರ ಠಾಣೆ ಪೊಲೀಸರು ಪ್ರಕರಣ ದಾಖಲಿಸಿಕೊಂಡು ತನಿಖೆ ನಡೆಸುತ್ತಿದ್ದಾರೆ. ಆರೋಪಿಗಳ ಪತ್ತೆಗೆ ಬಲೆ ಬೀಸಿದ್ದಾರೆ. ಘಟನೆಯಿಂದ ಗ್ರಾಮದಲ್ಲಿ ಆತಂಕದ ವಾತಾವರಣ ನಿರ್ಮಾಣವಾಗಿದೆ. ಸ್ಥಳಕ್ಕೆ ಹಿರಿಯ ಅಧಿಕಾರಿಗಳು ಭೇಟಿ ನೀಡಿ ಪರಿಶೀಲಿಸಿದರು. ಇತ್ತೀಚಿನ ದಿನಗಳಲ್ಲಿ ಜಮೀನು ವ್ಯಾಜ್ಯಗಳು ಹೆಚ್ಚುತ್ತಿರುವುದು ಕಳವಳಕಾರಿ ಎಂದು ಗ್ರಾಮಸ್ಥರು ತಿಳಿಸಿದರು. bbox=[56, 520, 170, 679]
license-plate: KA57 F2842 bbox=[622, 1186, 684, 1204]
windshield-photo bbox=[566, 990, 740, 1212]
panchayat-text-col3: ಗೌಡ, ಚೀರಾ, ಭಾಗ್ಯ, ಮಂಜುನಾಥ, ಶಿವಕುಮಾರ್, ಪುಟ್ಟಸ್ವಾಮಿ, ಮಹದೇವ ಸೇರಿದಂತೆ ಗ್ರಾಮಸ್ಥರು ಹಾಜರಿದ್ದರು. bbox=[520, 652, 618, 679]
ksrtc-text-right: ಫ್ಲೈಬಸ್‌ನಲ್ಲಿ ಪ್ರಯಾಣಿಸಲು ಕೆಎಸ್‌ಆರ್‌ಟಿಸಿ ವೆಬ್‌ಸೈಟ್‌ನಲ್ಲಿ ಟಿಕೆಟ್ ಬುಕ್ ಮಾಡಿದ್ದೆವು. ಆದರೆ ನಿಲ್ದಾಣಕ್ಕೆ ಬಂದಾಗ ಐರಾವತ ಬಸ್ ನಿಂತಿತ್ತು. ಅಧಿಕಾರಿಗಳನ್ನು ಪ್ರಶ್ನಿಸಿದರೆ ಫ್ಲೈಬಸ್ ತಾಂತ್ರಿಕ ದೋಷದಿಂದ ಲಭ್ಯವಿಲ್ಲ ಎಂದು ಉತ್ತರಿಸಿದರು. 76 ವರ್ಷದ ಹಿರಿಯ ಪ್ರಯಾಣಿಕರೊಬ್ಬರು ತಮ್ಮ ಅಸಮಾಧಾನ ವ್ಯಕ್ತಪಡಿಸಿದರು. ದುಬಾರಿ ದರ ನೀಡಿದರೂ ಸೌಲಭ್ಯ ಸಿಗದಿರುವುದು ಬೇಸರ ತಂದಿದೆ. ನಿಲ್ದಾಣಕ್ಕೆ ಸಕಾಲಕ್ಕೆ ತಲುಪುವುದೇ ಅನುಮಾನವಾಗಿತ್ತು ಎಂದು ಹೇಳಿದರು. ಇದೇ ರೀತಿ ಹಲವು ಬಾರಿ ಆಗಿದೆ ಎಂದು ಪ್ರಯಾಣಿಕರು ಆರೋಪಿಸಿದರು. ಫ್ಲೈಬಸ್ ಟಿಕೆಟ್ ದರ ರೂ.865 ಇದ್ದರೆ ಐರಾವತದ ದರ ಕೇವಲ 400 ರೂ. ಆಗಿದೆ. ಉಳಿದ ಹಣವನ್ನು ವಾಪಸ್ ನೀಡುವಂತೆ ಒತ್ತಾಯಿಸಿದರು. bbox=[744, 990, 886, 1093]
ticket-number: 52698881 bbox=[686, 1283, 731, 1292]
flybus-photo bbox=[420, 752, 610, 862]
windshield-flybus-text: FLY BUS bbox=[617, 1046, 687, 1060]
registration-mark-icon bbox=[2, 700, 16, 714]
exam-text-col3: ಸಿಬ್ಬಂದಿ ಆಯ್ಕೆ ಆಯೋಗದ ಪರೀಕ್ಷೆಗಳಿಗೂ ತರಬೇತಿ ಲಭ್ಯ. ದೂ: (94481 17455) ಸಂಪರ್ಕಿಸಬಹುದು ಎಂದು ಪ್ರಕಟಣೆ ತಿಳಿಸಿದೆ. bbox=[292, 1078, 408, 1105]
